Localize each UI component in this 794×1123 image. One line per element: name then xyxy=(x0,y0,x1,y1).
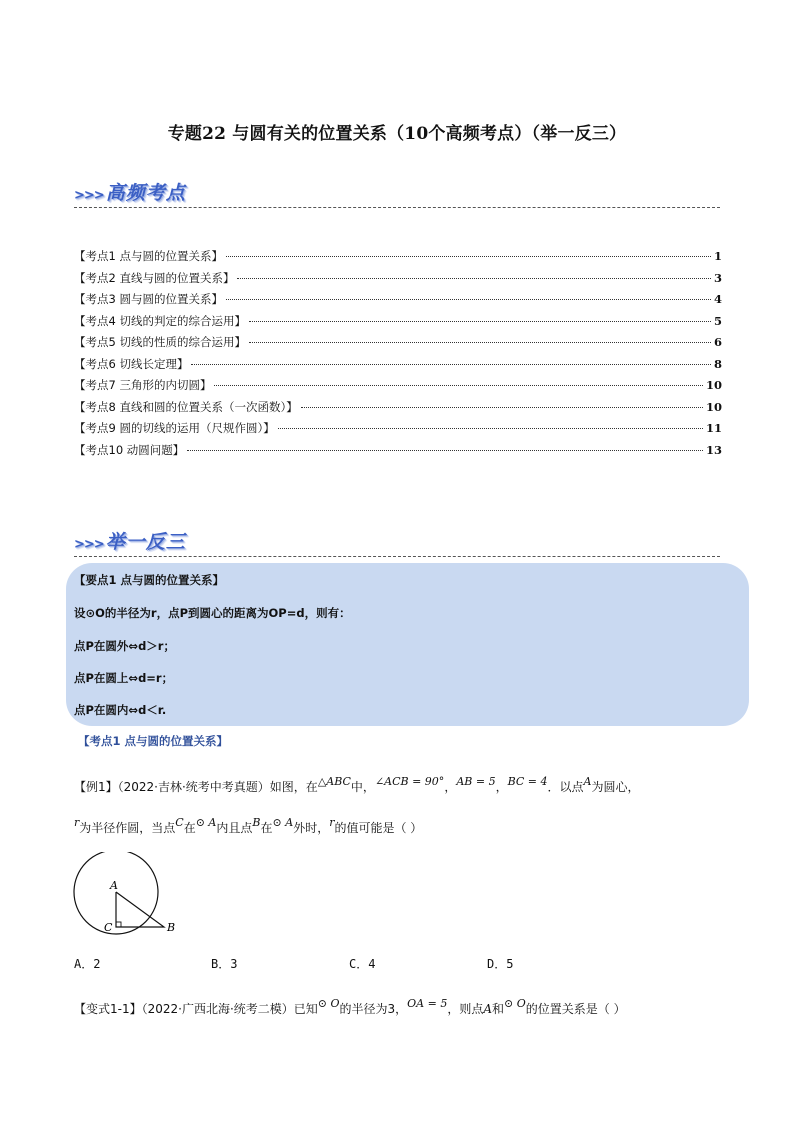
toc-item[interactable]: 【考点1 点与圆的位置关系】 1 xyxy=(74,249,722,263)
label-c: C xyxy=(104,921,113,934)
example-question-line2: r为半径作圆，当点C在⊙ A内且点B在⊙ A外时，r的值可能是（ ） xyxy=(74,816,423,835)
option-a[interactable]: A．2 xyxy=(74,957,101,971)
option-b[interactable]: B．3 xyxy=(211,957,238,971)
toc-item[interactable]: 【考点10 动圆问题】 13 xyxy=(74,442,722,457)
banner-arrows-icon: >>> xyxy=(74,188,104,203)
banner-arrows-icon: >>> xyxy=(74,537,104,552)
key-point-line: 点P在圆上⇔d=r； xyxy=(74,671,174,685)
toc-item[interactable]: 【考点8 直线和圆的位置关系（一次函数）】 10 xyxy=(74,399,722,414)
banner-label: 举一反三 xyxy=(105,531,186,553)
divider xyxy=(74,556,720,557)
right-angle-mark xyxy=(116,922,121,927)
page-title: 专题22 与圆有关的位置关系（10个高频考点）（举一反三） xyxy=(167,124,627,144)
label-a: A xyxy=(110,879,118,892)
key-point-line: 设⊙O的半径为r，点P到圆心的距离为OP=d，则有： xyxy=(74,606,351,620)
toc-item[interactable]: 【考点4 切线的判定的综合运用】 5 xyxy=(74,313,722,328)
label-b: B xyxy=(167,921,176,934)
triangle-abc xyxy=(116,892,164,927)
toc-item[interactable]: 【考点7 三角形的内切圆】 10 xyxy=(74,378,722,392)
option-c[interactable]: C．4 xyxy=(349,957,376,971)
banner-label: 高频考点 xyxy=(105,182,186,204)
banner-high-frequency xyxy=(74,178,186,205)
banner-examples xyxy=(74,527,186,554)
variant-question-line: 【变式1-1】（2022·广西北海·统考二模）已知⊙ O的半径为3，OA = 5，则点A和⊙ O的位置关系是（ ） xyxy=(74,997,626,1016)
toc-item[interactable]: 【考点3 圆与圆的位置关系】 4 xyxy=(74,292,722,306)
toc-item[interactable]: 【考点5 切线的性质的综合运用】 6 xyxy=(74,335,722,349)
key-point-line: 点P在圆内⇔d＜r. xyxy=(74,703,167,717)
toc-item[interactable]: 【考点6 切线长定理】 8 xyxy=(74,356,722,371)
geometry-figure xyxy=(70,852,190,942)
example-question-line1: 【例1】（2022·吉林·统考中考真题）如图，在△ABC中，∠ACB = 90°，AB = 5，BC = 4．以点A为圆心， xyxy=(74,775,640,794)
key-point-line: 点P在圆外⇔d＞r； xyxy=(74,639,175,653)
divider xyxy=(74,207,720,208)
option-d[interactable]: D．5 xyxy=(487,957,514,971)
table-of-contents xyxy=(74,248,722,463)
toc-item[interactable]: 【考点2 直线与圆的位置关系】 3 xyxy=(74,270,722,285)
section-heading: 【考点1 点与圆的位置关系】 xyxy=(78,734,229,748)
key-point-heading: 【要点1 点与圆的位置关系】 xyxy=(74,573,225,587)
toc-item[interactable]: 【考点9 圆的切线的运用（尺规作圆）】 11 xyxy=(74,421,722,435)
